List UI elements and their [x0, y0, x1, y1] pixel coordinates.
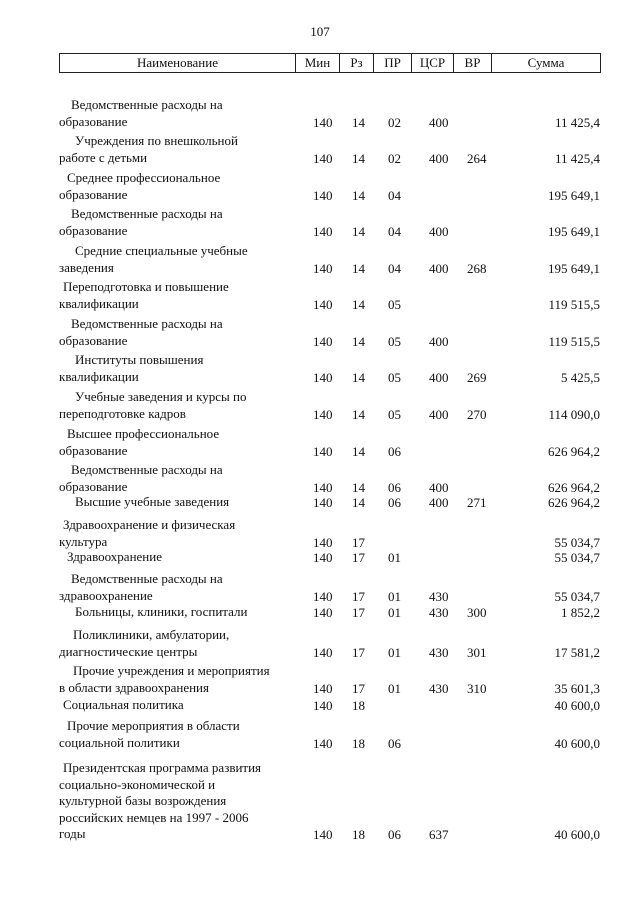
cell-pr: 05: [388, 333, 401, 349]
cell-rz: 14: [352, 150, 365, 166]
cell-pr: 01: [388, 605, 401, 620]
row-name-line: образование: [59, 332, 128, 348]
cell-rz: 14: [352, 114, 365, 130]
cell-min: 140: [313, 735, 333, 751]
cell-vr: 269: [467, 369, 487, 385]
row-name: [59, 426, 299, 459]
cell-sum: 119 515,5: [548, 333, 600, 349]
cell-sum: 17 581,2: [554, 644, 600, 660]
row-name-line: Учреждения по внешкольной: [75, 133, 238, 148]
cell-rz: 18: [352, 827, 365, 842]
cell-rz: 14: [352, 443, 365, 459]
row-name-line: Здравоохранение и физическая: [63, 517, 236, 532]
row-name-line: Переподготовка и повышение: [63, 279, 229, 294]
cell-vr: 300: [467, 605, 487, 620]
row-name: [59, 206, 299, 239]
cell-vr: 271: [467, 495, 487, 510]
cell-rz: 14: [352, 369, 365, 385]
cell-min: 140: [313, 827, 333, 842]
cell-vr: 264: [467, 150, 487, 166]
row-name-line: образование: [59, 186, 128, 202]
cell-pr: 01: [388, 644, 401, 660]
cell-pr: 05: [388, 296, 401, 312]
cell-sum: 119 515,5: [548, 296, 600, 312]
row-name: [59, 243, 299, 276]
row-name: [59, 517, 299, 550]
row-name-line: Средние специальные учебные: [75, 243, 248, 258]
cell-sum: 55 034,7: [554, 550, 600, 565]
cell-min: 140: [313, 296, 333, 312]
row-name-line: Президентская программа развития: [63, 760, 262, 775]
cell-pr: 04: [388, 260, 401, 276]
cell-csr: 430: [429, 680, 449, 696]
row-name-line: переподготовке кадров: [59, 405, 186, 421]
row-name-line: Социальная политика: [63, 697, 184, 712]
cell-pr: 02: [388, 114, 401, 130]
cell-pr: 01: [388, 588, 401, 604]
row-name-line: Высшее профессиональное: [67, 426, 220, 441]
header-csr: ЦСР: [411, 54, 453, 72]
cell-sum: 40 600,0: [554, 827, 600, 842]
cell-vr: 301: [467, 644, 487, 660]
cell-sum: 55 034,7: [554, 534, 600, 550]
cell-sum: 5 425,5: [561, 369, 600, 385]
cell-pr: 06: [388, 479, 401, 495]
header-name: Наименование: [137, 55, 218, 70]
cell-min: 140: [313, 680, 333, 696]
cell-min: 140: [313, 406, 333, 422]
row-name: [59, 97, 299, 130]
row-name-line: заведения: [59, 259, 114, 275]
row-name-line: Прочие мероприятия в области: [67, 718, 240, 733]
row-name-line: квалификации: [59, 368, 139, 384]
cell-min: 140: [313, 534, 333, 550]
row-name: [59, 279, 299, 312]
cell-min: 140: [313, 443, 333, 459]
row-name-line: Институты повышения: [75, 352, 204, 367]
cell-pr: 06: [388, 495, 401, 510]
cell-rz: 14: [352, 406, 365, 422]
cell-min: 140: [313, 114, 333, 130]
cell-sum: 40 600,0: [554, 698, 600, 713]
cell-csr: 400: [429, 260, 449, 276]
cell-pr: 05: [388, 406, 401, 422]
cell-sum: 195 649,1: [548, 187, 600, 203]
row-name-line: годы: [59, 826, 86, 841]
row-name: [59, 697, 299, 714]
cell-csr: 400: [429, 333, 449, 349]
row-name-line: Ведомственные расходы на: [71, 316, 223, 331]
row-name: [59, 663, 299, 696]
cell-sum: 626 964,2: [548, 443, 600, 459]
cell-rz: 14: [352, 495, 365, 510]
cell-rz: 14: [352, 187, 365, 203]
cell-vr: 268: [467, 260, 487, 276]
row-name-line: социально-экономической и: [59, 776, 216, 792]
cell-vr: 310: [467, 680, 487, 696]
header-vr: ВР: [453, 54, 491, 72]
cell-csr: 400: [429, 406, 449, 422]
row-name-line: диагностические центры: [59, 643, 198, 659]
cell-min: 140: [313, 644, 333, 660]
row-name: [59, 494, 299, 511]
row-name: [59, 462, 299, 495]
row-name-line: Здравоохранение: [67, 549, 162, 564]
cell-csr: 430: [429, 605, 449, 620]
row-name: [59, 389, 299, 422]
row-name-line: образование: [59, 478, 128, 494]
cell-rz: 17: [352, 644, 365, 660]
row-name-line: образование: [59, 113, 128, 129]
cell-pr: 06: [388, 827, 401, 842]
row-name: [59, 718, 299, 751]
cell-sum: 35 601,3: [554, 680, 600, 696]
cell-rz: 14: [352, 260, 365, 276]
cell-sum: 40 600,0: [554, 735, 600, 751]
row-name: [59, 133, 299, 166]
cell-sum: 11 425,4: [554, 114, 600, 130]
row-name-line: Высшие учебные заведения: [75, 494, 230, 509]
cell-min: 140: [313, 698, 333, 713]
cell-pr: 01: [388, 550, 401, 565]
cell-sum: 195 649,1: [548, 223, 600, 239]
cell-csr: 400: [429, 150, 449, 166]
row-name: [59, 571, 299, 604]
header-pr: ПР: [373, 54, 411, 72]
cell-rz: 14: [352, 223, 365, 239]
cell-min: 140: [313, 369, 333, 385]
cell-csr: 400: [429, 114, 449, 130]
row-name-line: здравоохранение: [59, 587, 153, 603]
cell-pr: 01: [388, 680, 401, 696]
cell-csr: 400: [429, 369, 449, 385]
row-name-line: Среднее профессиональное: [67, 170, 221, 185]
cell-rz: 14: [352, 296, 365, 312]
cell-rz: 18: [352, 698, 365, 713]
cell-min: 140: [313, 605, 333, 620]
row-name-line: Ведомственные расходы на: [71, 97, 223, 112]
row-name-line: работе с детьми: [59, 149, 148, 165]
cell-min: 140: [313, 479, 333, 495]
cell-min: 140: [313, 150, 333, 166]
cell-pr: 06: [388, 735, 401, 751]
cell-sum: 626 964,2: [548, 495, 600, 510]
row-name-line: Больницы, клиники, госпитали: [75, 604, 248, 619]
row-name-line: социальной политики: [59, 734, 180, 750]
row-name-line: Ведомственные расходы на: [71, 571, 223, 586]
cell-sum: 1 852,2: [561, 605, 600, 620]
row-name-line: образование: [59, 222, 128, 238]
cell-rz: 17: [352, 534, 365, 550]
cell-pr: 02: [388, 150, 401, 166]
cell-pr: 05: [388, 369, 401, 385]
header-sum: Сумма: [491, 54, 600, 72]
cell-sum: 626 964,2: [548, 479, 600, 495]
header-rz: Рз: [339, 54, 373, 72]
cell-rz: 17: [352, 588, 365, 604]
cell-sum: 11 425,4: [554, 150, 600, 166]
cell-min: 140: [313, 495, 333, 510]
cell-rz: 17: [352, 550, 365, 565]
cell-csr: 637: [429, 827, 449, 842]
cell-min: 140: [313, 550, 333, 565]
cell-sum: 195 649,1: [548, 260, 600, 276]
cell-pr: 04: [388, 187, 401, 203]
row-name-line: квалификации: [59, 295, 139, 311]
cell-rz: 17: [352, 680, 365, 696]
header-min: Мин: [295, 54, 339, 72]
row-name: [59, 604, 299, 621]
cell-rz: 18: [352, 735, 365, 751]
row-name-line: Ведомственные расходы на: [71, 462, 223, 477]
row-name-line: Ведомственные расходы на: [71, 206, 223, 221]
cell-csr: 400: [429, 479, 449, 495]
cell-min: 140: [313, 588, 333, 604]
cell-sum: 55 034,7: [554, 588, 600, 604]
cell-min: 140: [313, 187, 333, 203]
row-name: [59, 549, 299, 566]
cell-min: 140: [313, 260, 333, 276]
cell-csr: 430: [429, 588, 449, 604]
cell-csr: 400: [429, 223, 449, 239]
row-name: [59, 352, 299, 385]
row-name-line: в области здравоохранения: [59, 679, 209, 695]
row-name: [59, 316, 299, 349]
cell-sum: 114 090,0: [548, 406, 600, 422]
cell-rz: 14: [352, 479, 365, 495]
row-name-line: Поликлиники, амбулатории,: [73, 627, 230, 642]
row-name: [59, 627, 299, 660]
cell-min: 140: [313, 223, 333, 239]
row-name-line: Прочие учреждения и мероприятия: [73, 663, 270, 678]
row-name-line: культура: [59, 533, 108, 549]
row-name-line: российских немцев на 1997 - 2006: [59, 809, 249, 825]
cell-csr: 400: [429, 495, 449, 510]
cell-csr: 430: [429, 644, 449, 660]
cell-pr: 06: [388, 443, 401, 459]
cell-rz: 14: [352, 333, 365, 349]
cell-rz: 17: [352, 605, 365, 620]
cell-vr: 270: [467, 406, 487, 422]
cell-pr: 04: [388, 223, 401, 239]
row-name: [59, 170, 299, 203]
row-name-line: культурной базы возрождения: [59, 793, 227, 808]
row-name-line: образование: [59, 442, 128, 458]
cell-min: 140: [313, 333, 333, 349]
page-number: 107: [310, 24, 330, 39]
row-name: [59, 760, 299, 843]
row-name-line: Учебные заведения и курсы по: [75, 389, 247, 404]
